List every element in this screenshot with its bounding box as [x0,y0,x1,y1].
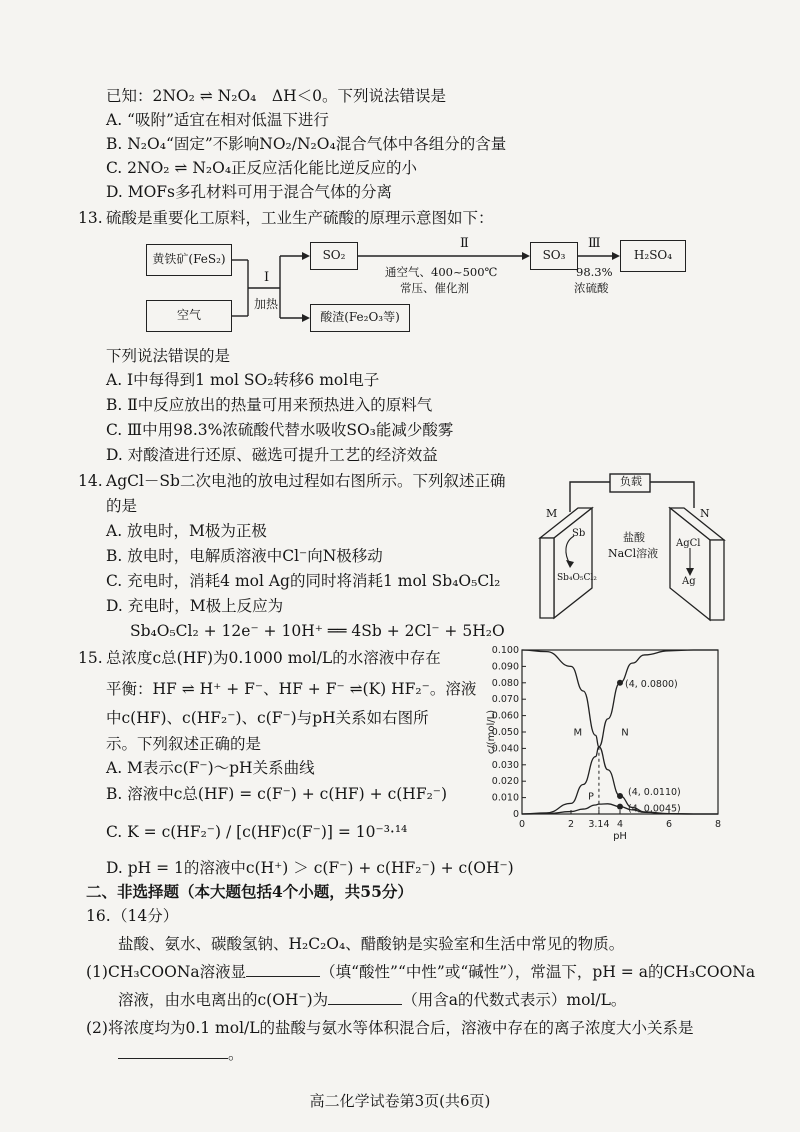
q12-option-c: C. 2NO₂ ⇌ N₂O₄正反应活化能比逆反应的小 [106,159,418,177]
pyrite-box: 黄铁矿(FeS₂) [146,244,232,276]
y-axis-label: c/(mol/L) [486,709,497,755]
plot-frame [522,650,718,814]
curve-label-P: P [588,791,594,803]
step2-condition-1: 通空气、400~500℃ [385,265,498,279]
curve-label-M: M [573,727,583,739]
air-box: 空气 [146,300,232,332]
y-tick-label: 0 [512,809,519,820]
electrolyte-label-1: 盐酸 [623,531,645,544]
q15-option-d: D. pH = 1的溶液中c(H⁺) ＞ c(F⁻) + c(HF₂⁻) + c(OH⁻) [106,859,514,877]
agcl-label: AgCl [676,538,701,549]
heat-label: 加热 [254,297,279,311]
q12-option-b: B. N₂O₄“固定”不影响NO₂/N₂O₄混合气体中各组分的含量 [106,135,507,153]
q16-part2-answer [118,1044,244,1064]
so3-box: SO₃ [530,242,578,270]
point-ph4-0 [617,680,623,686]
q14-option-b: B. 放电时，电解质溶液中Cl⁻向N极移动 [106,547,383,565]
q16-p1-text-d: （用含a的代数式表示）mol/L。 [402,991,627,1009]
q16-part1-line1 [86,962,755,982]
q13-number: 13. [78,209,103,227]
x-tick-label: 2 [567,819,575,830]
q15-option-c: C. K = c(HF₂⁻) / [c(HF)c(F⁻)] = 10⁻³·¹⁴ [106,823,408,841]
q13-option-d: D. 对酸渣进行还原、磁选可提升工艺的经济效益 [106,446,438,464]
battery-diagram [520,468,760,628]
section-2-heading: 二、非选择题（本大题包括4个小题，共55分） [86,882,413,901]
q14-stem-1: AgCl－Sb二次电池的放电过程如右图所示。下列叙述正确 [106,472,506,490]
load-label: 负载 [620,475,642,488]
y-tick-label: 0.100 [491,645,519,656]
q16-part2: (2)将浓度均为0.1 mol/L的盐酸与氨水等体积混合后，溶液中存在的离子浓度大小关系是 [86,1019,694,1037]
y-tick-label: 0.010 [491,792,519,804]
q16-part1-line2 [118,990,626,1010]
q15-line-3: 中c(HF)、c(HF₂⁻)、c(F⁻)与pH关系如右图所 [106,709,429,727]
point-ph4-1 [617,793,623,799]
q16-score: （14分） [112,907,179,925]
q14-equation: Sb₄O₅Cl₂ + 12e⁻ + 10H⁺ ══ 4Sb + 2Cl⁻ + 5H₂O [130,622,505,640]
slag-box: 酸渣(Fe₂O₃等) [310,304,410,332]
y-tick-label: 0.080 [491,677,519,689]
step2-label: Ⅱ [460,236,469,251]
q13-stem: 硫酸是重要化工原料，工业生产硫酸的原理示意图如下： [106,209,494,227]
q16-blank-2[interactable] [328,990,402,1005]
q12-option-d: D. MOFs多孔材料可用于混合气体的分离 [106,183,393,201]
step3-condition-1: 98.3% [576,265,613,279]
sb-label: Sb [572,528,586,539]
q14-number: 14. [78,472,103,490]
ag-label: Ag [682,576,696,587]
q15-line-4: 示。下列叙述正确的是 [106,735,262,753]
q16-number: 16. [86,907,111,925]
electrolyte-label-2: NaCl溶液 [608,547,659,560]
q14-option-a: A. 放电时，M极为正极 [106,522,267,540]
q15-line-2: 平衡：HF ⇌ H⁺ + F⁻、HF + F⁻ ⇌(K) HF₂⁻。溶液 [106,680,477,698]
y-tick-label: 0.040 [491,743,519,755]
q16-p1-text-a: (1)CH₃COONa溶液显 [86,963,247,981]
q13-question: 下列说法错误的是 [106,347,231,365]
curve-label-N: N [621,727,629,739]
annotation-0: (4, 0.0800) [625,678,678,690]
q16-p1-text-c: 溶液，由水电离出的c(OH⁻)为 [118,991,329,1009]
q14-option-c: C. 充电时，消耗4 mol Ag的同时将消耗1 mol Sb₄O₅Cl₂ [106,572,501,590]
sb4o5cl2-label: Sb₄O₅Cl₂ [557,573,597,583]
page-footer: 高二化学试卷第3页(共6页) [309,1092,491,1110]
step1-label: Ⅰ [264,270,270,285]
step3-label: Ⅲ [588,236,601,251]
so2-box: SO₂ [310,242,358,270]
annotation-2: (4, 0.0045) [628,803,681,815]
q14-stem-2: 的是 [106,497,138,515]
n-electrode-label: N [700,507,710,520]
q16-blank-1[interactable] [246,962,320,977]
q13-option-a: A. Ⅰ中每得到1 mol SO₂转移6 mol电子 [106,371,380,389]
series-M-line [522,650,718,814]
q16-blank-3[interactable] [118,1044,228,1059]
q15-option-b: B. 溶液中c总(HF) = c(F⁻) + c(HF) + c(HF₂⁻) [106,785,448,803]
q12-known: 已知：2NO₂ ⇌ N₂O₄ ΔH＜0。下列说法错误是 [106,87,446,105]
q13-option-b: B. Ⅱ中反应放出的热量可用来预热进入的原料气 [106,396,433,414]
q16-intro: 盐酸、氨水、碳酸氢钠、H₂C₂O₄、醋酸钠是实验室和生活中常见的物质。 [118,935,625,953]
step2-condition-2: 常压、催化剂 [400,281,469,295]
series-N-line [522,650,718,814]
y-tick-label: 0.030 [491,759,519,771]
q16-p1-text-b: （填“酸性”“中性”或“碱性”），常温下，pH = a的CH₃COONa [320,963,756,981]
h2so4-box: H₂SO₄ [620,240,686,272]
x-tick-label: 0 [518,819,526,830]
q13-option-c: C. Ⅲ中用98.3%浓硫酸代替水吸收SO₃能减少酸雾 [106,421,454,439]
step3-condition-2: 浓硫酸 [574,281,609,295]
x-tick-label: 4 [616,819,624,830]
x-axis-label: pH [613,831,627,842]
x-tick-label: 6 [665,819,673,830]
y-tick-label: 0.050 [491,727,519,738]
y-tick-label: 0.060 [491,710,519,722]
y-tick-label: 0.090 [491,661,519,673]
q14-option-d: D. 充电时，M极上反应为 [106,597,284,615]
q15-option-a: A. M表示c(F⁻)～pH关系曲线 [106,759,315,777]
x-tick-label: 8 [714,819,722,830]
m-electrode-label: M [546,507,558,520]
annotation-1: (4, 0.0110) [628,786,681,798]
q12-option-a: A. “吸附”适宜在相对低温下进行 [106,111,329,129]
y-tick-label: 0.020 [491,776,519,788]
point-ph4-2 [617,804,623,810]
y-tick-label: 0.070 [491,694,519,706]
q16-p2-end: 。 [228,1045,244,1063]
hf-speciation-chart [484,642,734,852]
q15-line-1: 总浓度c总(HF)为0.1000 mol/L的水溶液中存在 [106,649,441,667]
q15-number: 15. [78,649,103,667]
x-tick-label: 3.14 [588,819,610,830]
